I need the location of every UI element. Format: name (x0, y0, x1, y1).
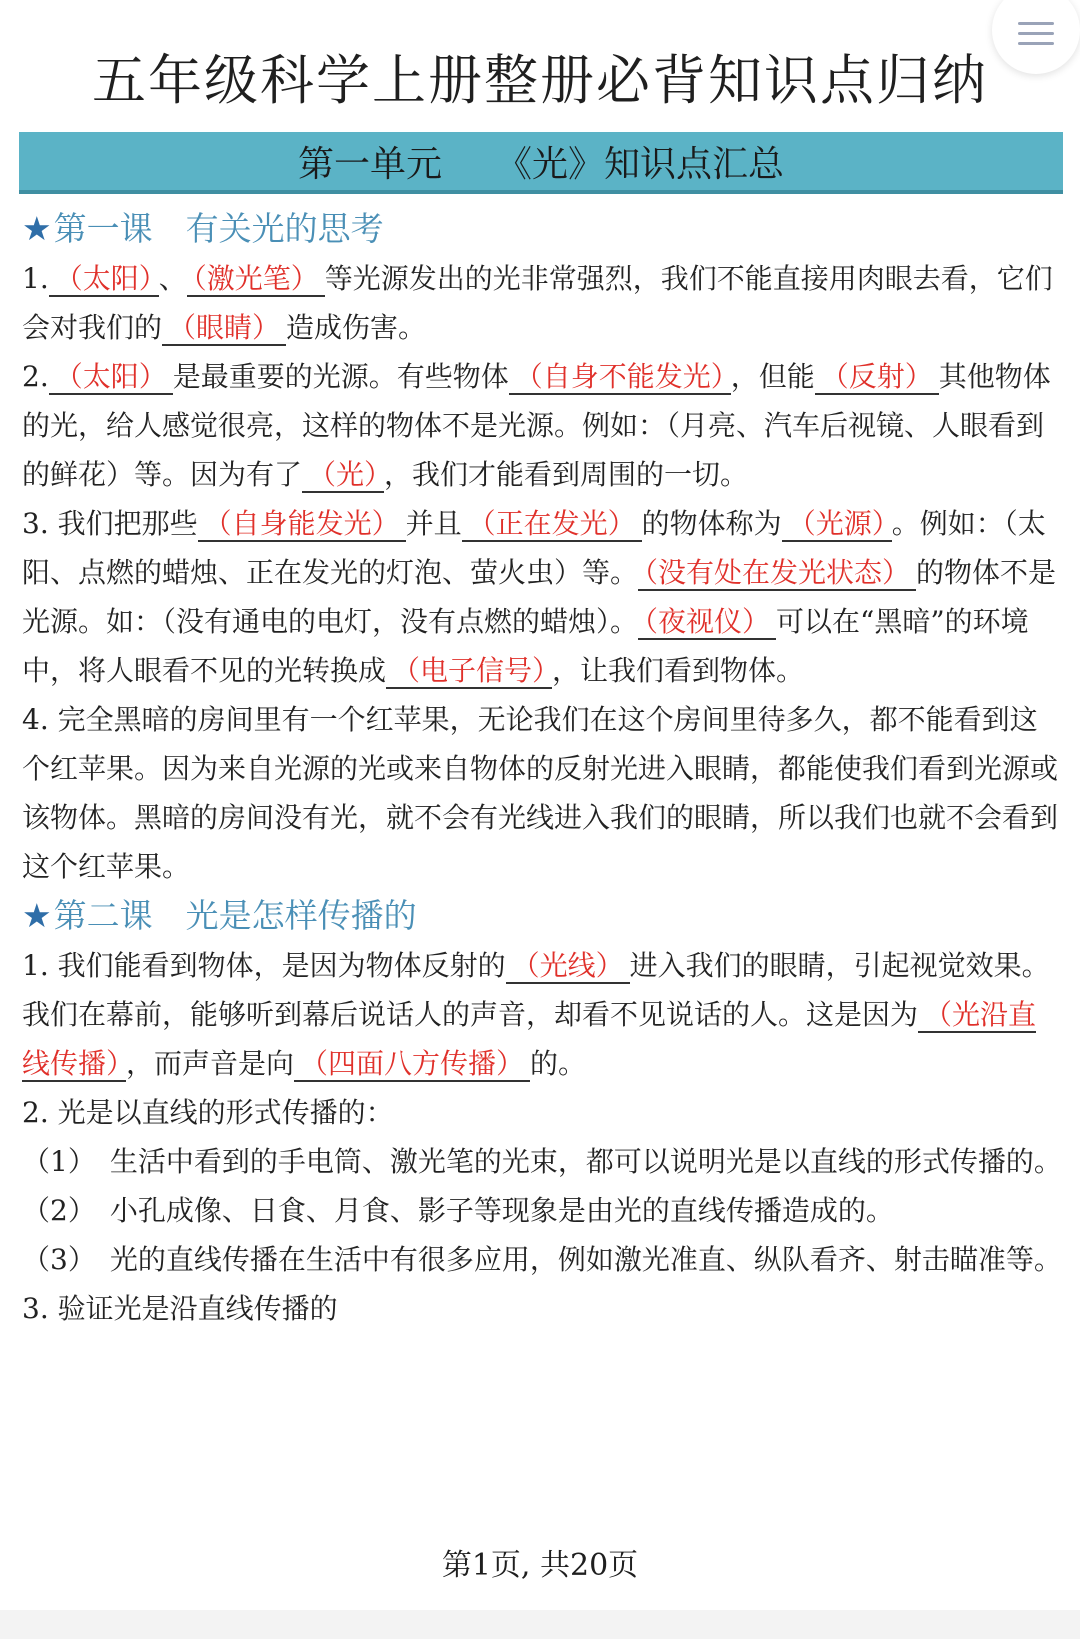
paragraph-2-5: （3） 光的直线传播在生活中有很多应用，例如激光准直、纵队看齐、射击瞄准等。 (22, 1243, 1062, 1276)
star-icon: ★ (22, 896, 52, 935)
answer-blank: （激光笔） (187, 262, 325, 297)
answer-blank: （太阳） (49, 360, 173, 395)
answer-blank: （四面八方传播） (294, 1047, 530, 1082)
star-icon: ★ (22, 209, 52, 248)
paragraph-2-6: 3. 验证光是沿直线传播的 (22, 1292, 338, 1325)
answer-blank: （自身不能发光） (509, 360, 731, 395)
paragraph-1-2: 2. （太阳） 是最重要的光源。有些物体 （自身不能发光） ，但能 （反射） 其他物体的光，给人感觉很亮，这样的物体不是光源。例如：（月亮、汽车后视镜、人眼看到的鲜花）等。因为有了 （光） ，我们才能看到周围的一切。 (22, 360, 1051, 491)
paragraph-2-2: 2. 光是以直线的形式传播的： (22, 1096, 394, 1129)
page-footer: 第1页, 共20页 (441, 1548, 639, 1583)
paragraph-2-3: （1） 生活中看到的手电筒、激光笔的光束，都可以说明光是以直线的形式传播的。 (22, 1145, 1062, 1178)
answer-blank: （没有处在发光状态） (638, 556, 916, 591)
answer-blank: （正在发光） (462, 507, 642, 542)
paragraph-1-3: 3. 我们把那些 （自身能发光） 并且 （正在发光） 的物体称为 （光源） 。例如：（太阳、点燃的蜡烛、正在发光的灯泡、萤火虫）等。 （没有处在发光状态） 的物体不是光源。如：（没有通电的电灯，没有点燃的蜡烛）。 （夜视仪） 可以在“黑暗”的环境中，将人眼看不见的光转换成 （电子信号） ，让我们看到物体。 (22, 507, 1057, 687)
answer-blank: （眼睛） (162, 311, 286, 346)
answer-blank: （光线） (506, 949, 630, 984)
answer-blank: （电子信号） (386, 654, 552, 689)
hamburger-menu-icon (1018, 22, 1054, 25)
bottom-strip (0, 1610, 1080, 1639)
paragraph-2-1: 1. 我们能看到物体，是因为物体反射的 （光线） 进入我们的眼睛，引起视觉效果。我们在幕前，能够听到幕后说话人的声音，却看不见说话的人。这是因为 （光沿直线传播） ，而声音是向 （四面八方传播） 的。 (22, 949, 1050, 1080)
answer-blank: （光源） (782, 507, 892, 542)
paragraph-2-4: （2） 小孔成像、日食、月食、影子等现象是由光的直线传播造成的。 (22, 1194, 894, 1227)
lesson-heading-1: ★第一课 有关光的思考 (22, 209, 384, 248)
paragraph-1-4: 4. 完全黑暗的房间里有一个红苹果，无论我们在这个房间里待多久，都不能看到这个红苹果。因为来自光源的光或来自物体的反射光进入眼睛，都能使我们看到光源或该物体。黑暗的房间没有光，就不会有光线进入我们的眼睛，所以我们也就不会看到这个红苹果。 (22, 703, 1059, 883)
document-title: 五年级科学上册整册必背知识点归纳 (92, 49, 988, 112)
answer-blank: （光沿直线传播） (22, 998, 1037, 1080)
unit-banner: 第一单元 《光》知识点汇总 (19, 132, 1063, 194)
lesson-heading-2: ★第二课 光是怎样传播的 (22, 896, 417, 935)
answer-blank: （夜视仪） (638, 605, 776, 640)
answer-blank: （自身能发光） (198, 507, 406, 542)
content (22, 204, 1062, 1333)
paragraph-1-1: 1. （太阳） 、 （激光笔） 等光源发出的光非常强烈，我们不能直接用肉眼去看，它们会对我们的 （眼睛） 造成伤害。 (22, 262, 1053, 344)
answer-blank: （反射） (815, 360, 939, 395)
answer-blank: （太阳） (49, 262, 159, 297)
answer-blank: （光） (302, 458, 384, 493)
